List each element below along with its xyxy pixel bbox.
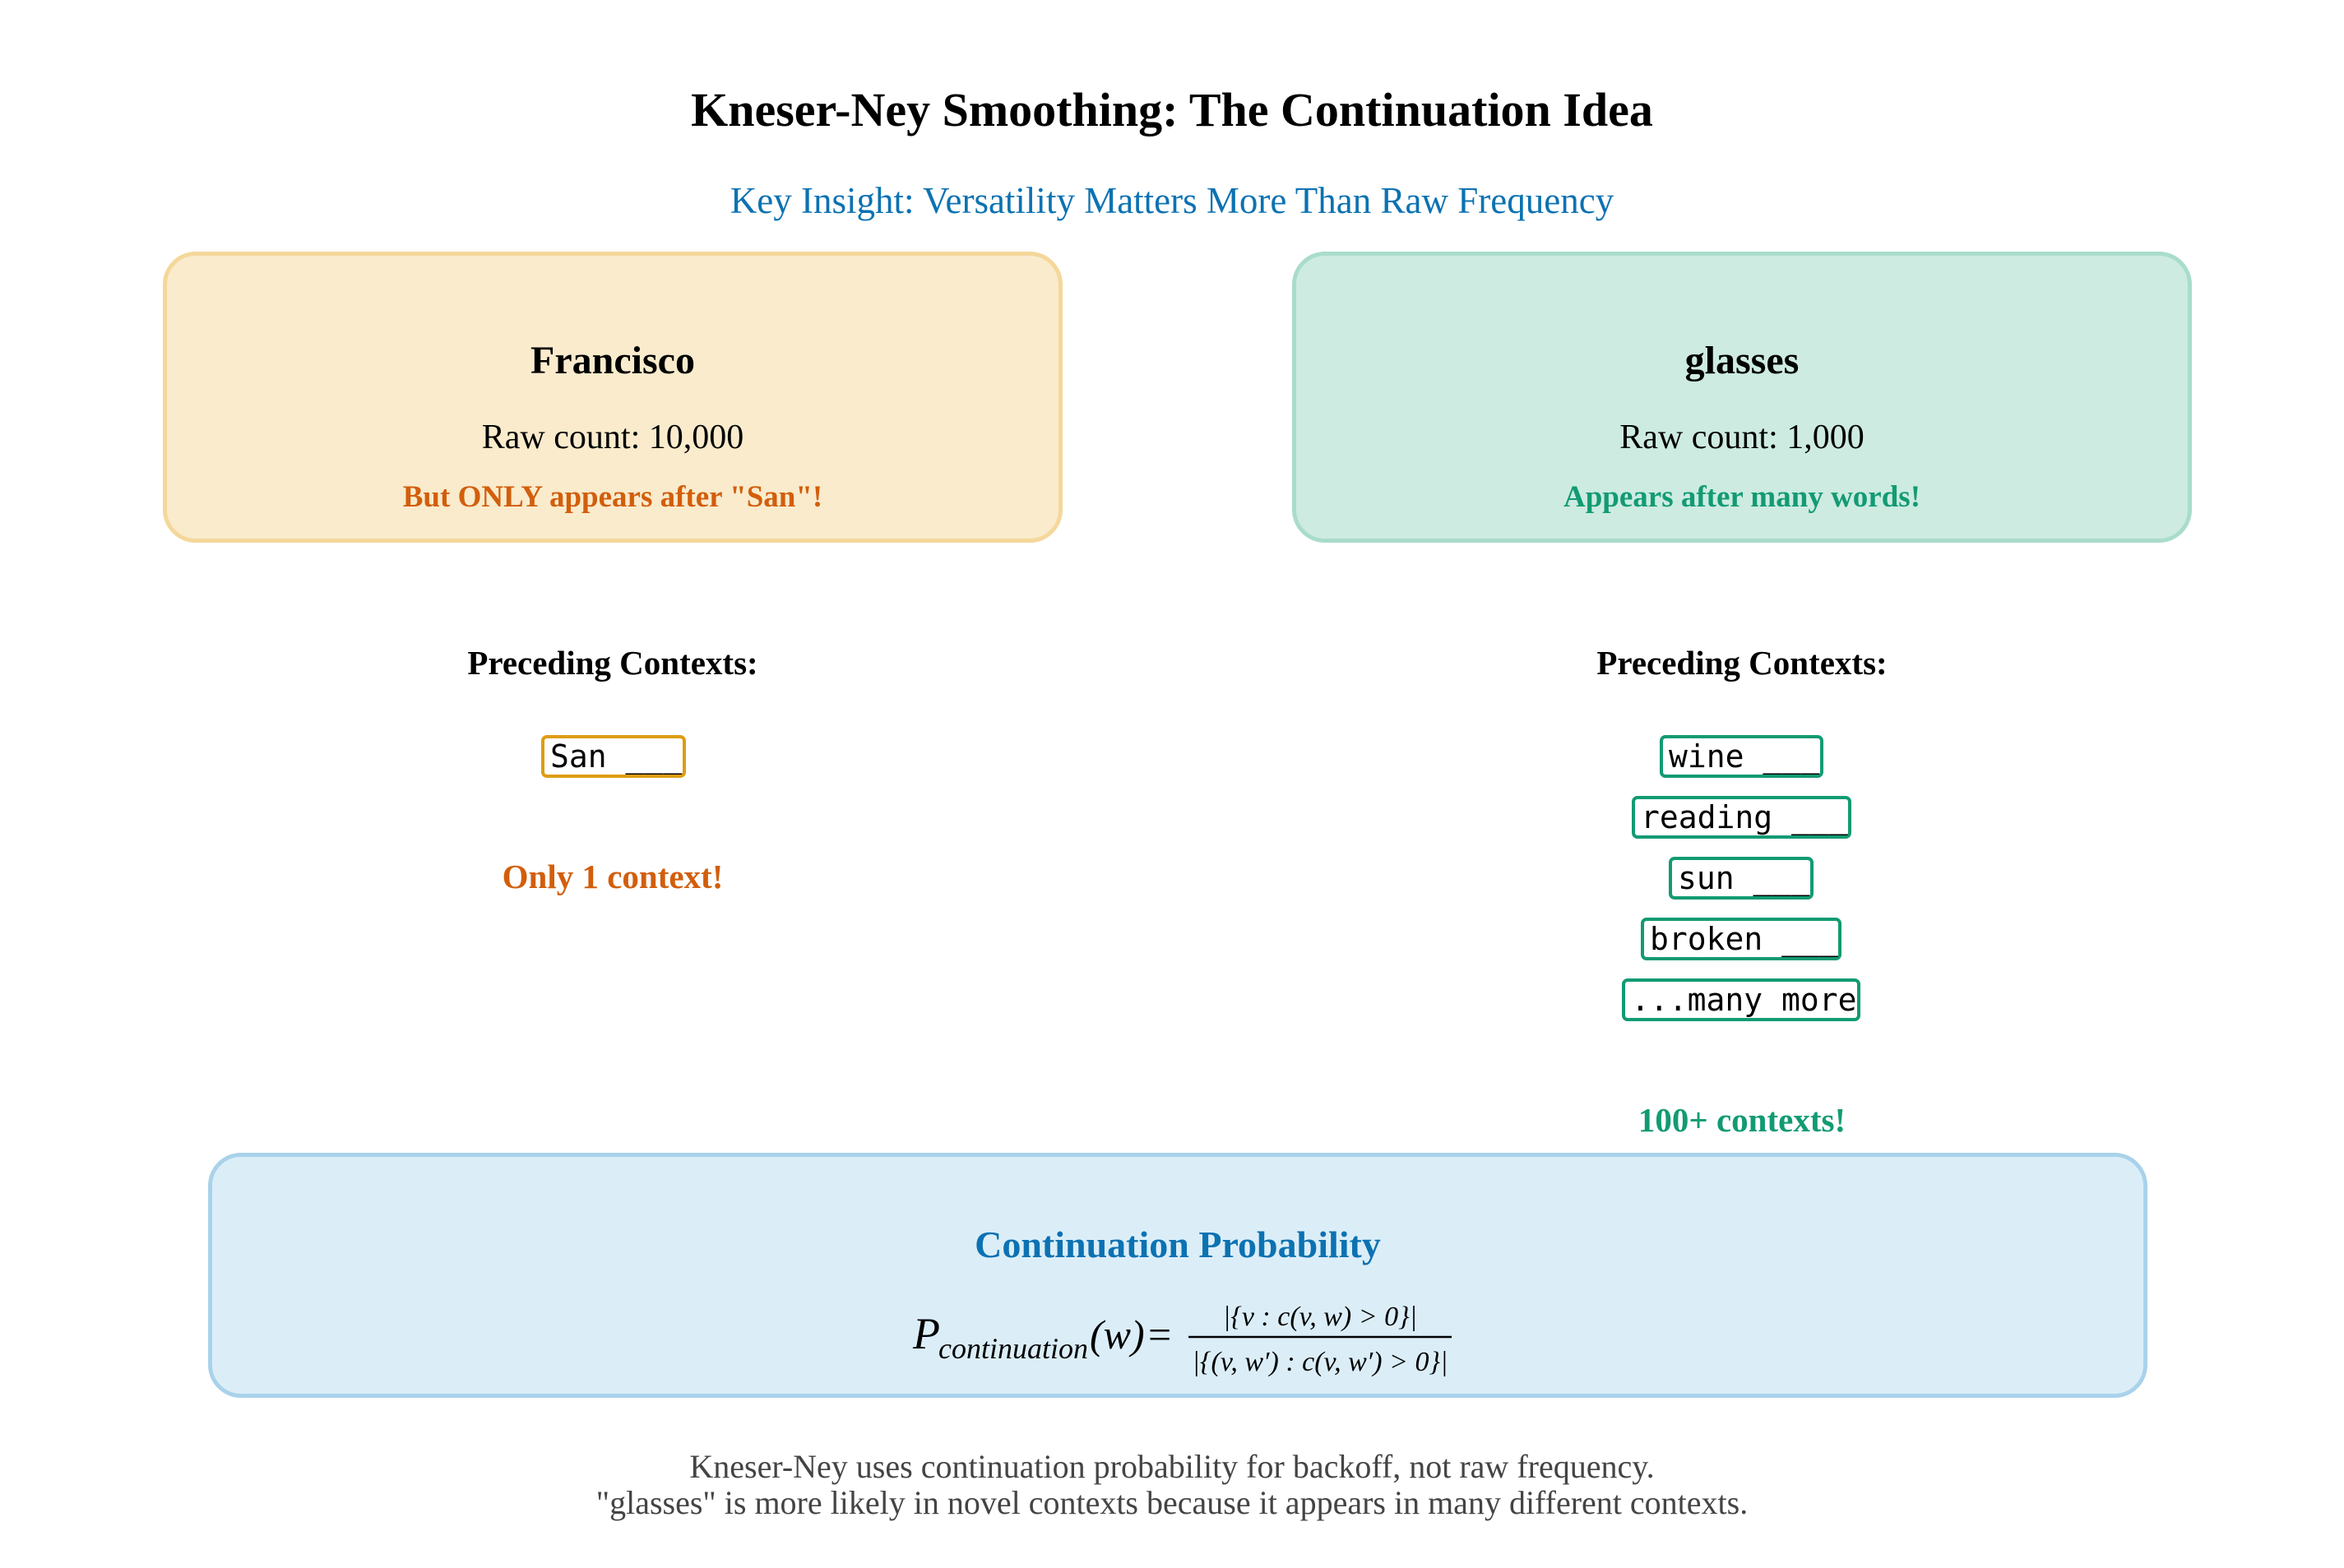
formula-equals: = (1148, 1311, 1172, 1358)
footer-note (0, 1449, 2344, 1521)
continuation-probability-panel (208, 1153, 2147, 1398)
context-chip: reading ___ (1632, 796, 1851, 839)
continuation-formula (212, 1157, 2143, 1394)
context-chip: wine ___ (1660, 735, 1823, 778)
card-raw-count: Raw count: 1,000 (1619, 419, 1865, 456)
context-chip: ...many more (1622, 978, 1860, 1021)
card-note: Appears after many words! (1563, 480, 1921, 514)
formula-numerator: |{v : c(v, w) > 0}| (1222, 1302, 1418, 1332)
context-count-right: 100+ contexts! (1638, 1101, 1846, 1139)
formula-lhs-subscript: continuation (938, 1332, 1088, 1365)
contexts-heading-right: Preceding Contexts: (1596, 644, 1888, 682)
formula-lhs-argument: (w) (1090, 1311, 1145, 1358)
card-note: But ONLY appears after "San"! (402, 480, 823, 514)
page-title: Kneser-Ney Smoothing: The Continuation Idea (691, 83, 1653, 136)
formula-lhs-symbol: P (913, 1309, 940, 1358)
context-count-left: Only 1 context! (502, 858, 724, 895)
footer-line-2: "glasses" is more likely in novel contexts because it appears in many different contexts. (595, 1484, 1749, 1521)
context-chip: San ___ (541, 735, 686, 778)
footer-line-1: Kneser-Ney uses continuation probability for backoff, not raw frequency. (689, 1448, 1655, 1485)
formula-title: Continuation Probability (975, 1223, 1381, 1265)
context-chip: sun ___ (1669, 857, 1814, 900)
contexts-heading-left: Preceding Contexts: (467, 644, 758, 682)
glasses-card (1292, 252, 2192, 543)
francisco-card (163, 252, 1063, 543)
card-word: Francisco (530, 339, 695, 382)
context-chip: broken ___ (1641, 918, 1841, 960)
card-word: glasses (1684, 339, 1800, 382)
formula-denominator: |{(v, w′) : c(v, w′) > 0}| (1192, 1347, 1448, 1377)
card-raw-count: Raw count: 10,000 (481, 419, 744, 456)
page-subtitle: Key Insight: Versatility Matters More Than Raw Frequency (730, 180, 1614, 221)
